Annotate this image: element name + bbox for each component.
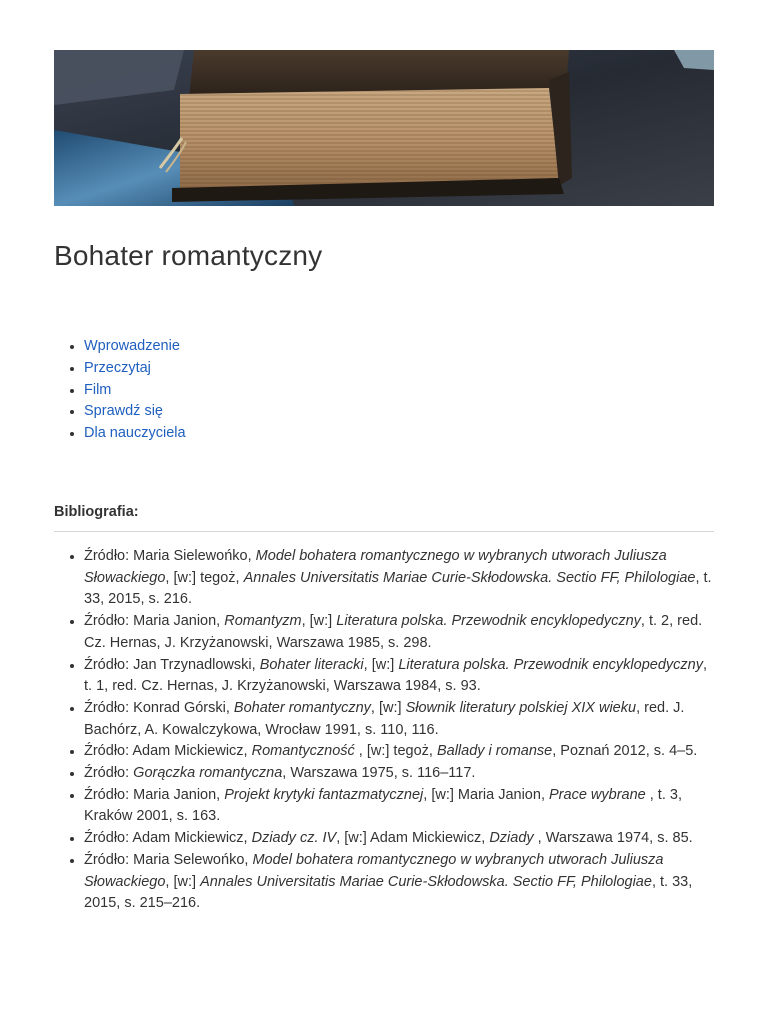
bibliography-entry <box>84 785 714 828</box>
bibliography-text: Źródło: Adam Mickiewicz, <box>84 830 252 847</box>
bibliography-text: , t. 2, red. Cz. Hernas, J. Krzyżanowski, Warszawa 1985, s. 298. <box>84 613 703 651</box>
bibliography-entry <box>84 655 714 698</box>
bibliography-title: Bohater romantyczny <box>233 699 371 716</box>
bibliography-title: Ballady i romanse <box>436 743 553 760</box>
toc-link-wprowadzenie[interactable]: Wprowadzenie <box>84 338 180 354</box>
bibliography-text: , Warszawa 1975, s. 116–117. <box>282 765 476 782</box>
bibliography-text: , Poznań 2012, s. 4–5. <box>552 743 698 760</box>
bibliography-entry <box>84 611 714 654</box>
bibliography-text: Źródło: <box>84 765 134 782</box>
bibliography-title: Gorączka romantyczna <box>133 765 283 782</box>
toc-item-sprawdz-sie <box>84 401 714 423</box>
bibliography-text: , [w:] <box>370 699 406 716</box>
toc-item-film <box>84 380 714 402</box>
bibliography-text: , Warszawa 1974, s. 85. <box>533 830 693 847</box>
bibliography-text: Źródło: Adam Mickiewicz, <box>84 743 252 760</box>
bibliography-heading: Bibliografia: <box>54 503 139 520</box>
bibliography-text: Źródło: Maria Janion, <box>84 786 225 803</box>
bibliography-entry <box>84 828 714 850</box>
page-content <box>54 50 714 915</box>
bibliography-text: , [w:] tegoż, <box>165 569 244 586</box>
bibliography-text: , [w:] Maria Janion, <box>423 786 549 803</box>
bibliography-text: , [w:] Adam Mickiewicz, <box>336 830 490 847</box>
bibliography-text: , [w:] <box>301 613 337 630</box>
bibliography-text: Źródło: Maria Selewońko, <box>84 851 253 868</box>
toc-item-przeczytaj <box>84 358 714 380</box>
bibliography-title: Model bohatera romantycznego w wybranych utworach Juliusza Słowackiego <box>84 851 664 890</box>
bibliography-text: , red. J. Bachórz, A. Kowalczykowa, Wrocław 1991, s. 110, 116. <box>84 699 685 738</box>
toc-link-przeczytaj[interactable]: Przeczytaj <box>84 359 151 376</box>
bibliography-text: , t. 3, Kraków 2001, s. 163. <box>84 786 682 825</box>
bibliography-title: Romantyczność <box>251 743 355 760</box>
bibliography-text: Źródło: Jan Trzynadlowski, <box>84 656 260 673</box>
toc-item-wprowadzenie <box>84 336 714 358</box>
toc-link-film[interactable]: Film <box>84 381 112 398</box>
bibliography-entry <box>84 763 714 785</box>
bibliography-entry <box>84 698 714 741</box>
toc-link-dla-nauczyciela[interactable]: Dla nauczyciela <box>84 425 186 442</box>
bibliography-title: Romantyzm <box>224 613 302 630</box>
bibliography-text: , t. 1, red. Cz. Hernas, J. Krzyżanowski, Warszawa 1984, s. 93. <box>84 656 707 695</box>
bibliography-text: , [w:] <box>363 656 399 673</box>
old-book-icon <box>54 50 714 206</box>
bibliography-entry <box>84 546 714 611</box>
toc-item-dla-nauczyciela <box>84 423 714 445</box>
bibliography-entry <box>84 741 714 763</box>
bibliography-title: Dziady cz. IV <box>251 830 337 847</box>
bibliography-title: Annales Universitatis Mariae Curie-Skłodowska. Sectio FF, Philologiae <box>200 873 652 890</box>
bibliography-text: Źródło: Konrad Górski, <box>84 699 234 716</box>
banner-old-book-image <box>54 50 714 206</box>
bibliography-text: Źródło: Maria Sielewońko, <box>84 547 256 564</box>
bibliography-entry <box>84 850 714 915</box>
bibliography-text: Źródło: Maria Janion, <box>84 613 225 630</box>
bibliography-divider <box>54 531 714 532</box>
bibliography-title: Dziady <box>489 830 534 847</box>
bibliography-title: Bohater literacki <box>259 656 364 673</box>
bibliography-title: Annales Universitatis Mariae Curie-Skłodowska. Sectio FF, Philologiae <box>243 569 696 586</box>
table-of-contents <box>54 336 714 445</box>
bibliography-title: Projekt krytyki fantazmatycznej <box>224 786 424 803</box>
bibliography-title: Prace wybrane <box>549 786 646 803</box>
toc-link-sprawdz-sie[interactable]: Sprawdź się <box>84 403 163 420</box>
page-title: Bohater romantyczny <box>54 240 323 271</box>
bibliography-title: Słownik literatury polskiej XIX wieku <box>405 699 637 716</box>
bibliography-text: , t. 33, 2015, s. 216. <box>84 569 712 608</box>
bibliography-list <box>54 546 714 915</box>
bibliography-text: , t. 33, 2015, s. 215–216. <box>84 873 693 912</box>
bibliography-text: , [w:] <box>165 873 201 890</box>
bibliography-title: Literatura polska. Przewodnik encyklopedyczny <box>398 656 703 673</box>
bibliography-text: , [w:] tegoż, <box>354 743 437 760</box>
bibliography-title: Literatura polska. Przewodnik encyklopedyczny <box>336 613 641 630</box>
bibliography-title: Model bohatera romantycznego w wybranych utworach Juliusza Słowackiego <box>84 547 667 586</box>
